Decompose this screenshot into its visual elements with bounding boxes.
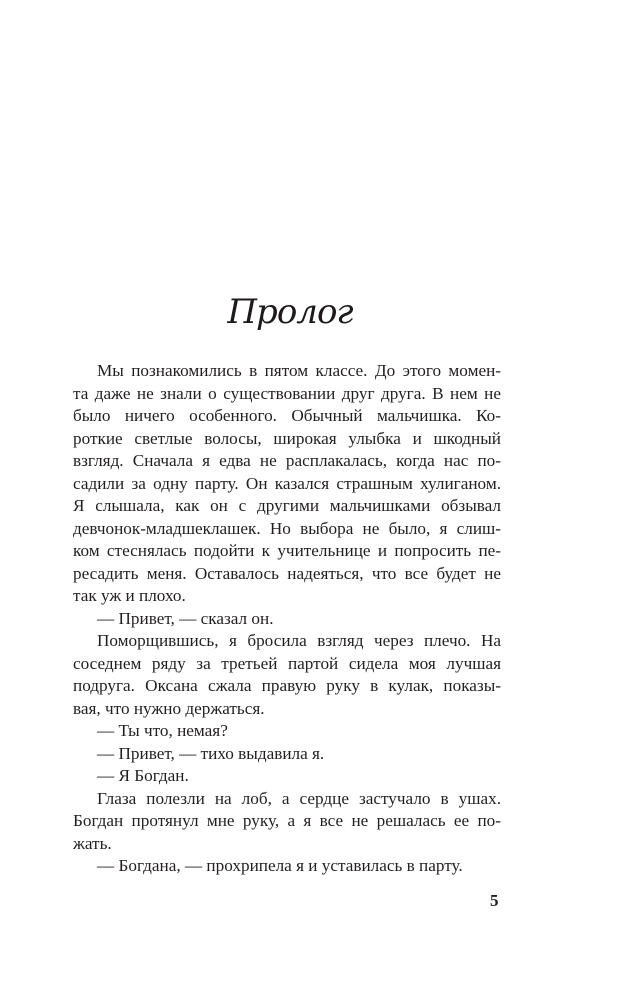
text-line: Поморщившись, я бросила взгляд через плечо. На	[97, 631, 501, 650]
text-line: вая, что нужно держаться.	[73, 698, 265, 718]
text-line: — Ты что, немая?	[97, 721, 228, 740]
text-line: Я слышала, как он с другими мальчишками обзывал	[73, 496, 501, 515]
text-line: садили за одну парту. Он казался страшным хулиганом.	[73, 473, 501, 493]
text-line: Мы познакомились в пятом классе. До этого момен-	[97, 361, 501, 380]
page-number: 5	[490, 891, 499, 910]
text-line: — Богдана, — прохрипела я и уставилась в парту.	[97, 856, 463, 875]
text-line: соседнем ряду за третьей партой сидела моя лучшая	[73, 653, 501, 673]
text-line: взгляд. Сначала я едва не расплакалась, когда нас по-	[73, 451, 501, 470]
text-line: — Привет, — сказал он.	[97, 608, 274, 628]
chapter-title: Пролог	[227, 292, 353, 332]
text-line: — Я Богдан.	[97, 766, 189, 785]
chapter-body-text	[73, 360, 501, 878]
text-line: Богдан протянул мне руку, а я все не решалась ее по-	[73, 811, 501, 830]
text-line: роткие светлые волосы, широкая улыбка и шкодный	[73, 428, 501, 448]
text-line: было ничего особенного. Обычный мальчишка. Ко-	[73, 406, 501, 425]
text-line: Глаза полезли на лоб, а сердце застучало в ушах.	[97, 788, 501, 808]
text-line: подруга. Оксана сжала правую руку в кулак, показы-	[73, 676, 501, 695]
text-line: та даже не знали о существовании друг друга. В нем не	[73, 383, 501, 403]
text-line: ком стеснялась подойти к учительнице и попросить пе-	[73, 541, 501, 560]
text-line: так уж и плохо.	[73, 586, 186, 605]
text-line: ресадить меня. Оставалось надеяться, что все будет не	[73, 563, 501, 583]
text-line: — Привет, — тихо выдавила я.	[97, 743, 325, 763]
text-line: жать.	[73, 833, 112, 853]
text-line: девчонок-младшеклашек. Но выбора не было, я слиш-	[73, 518, 501, 538]
